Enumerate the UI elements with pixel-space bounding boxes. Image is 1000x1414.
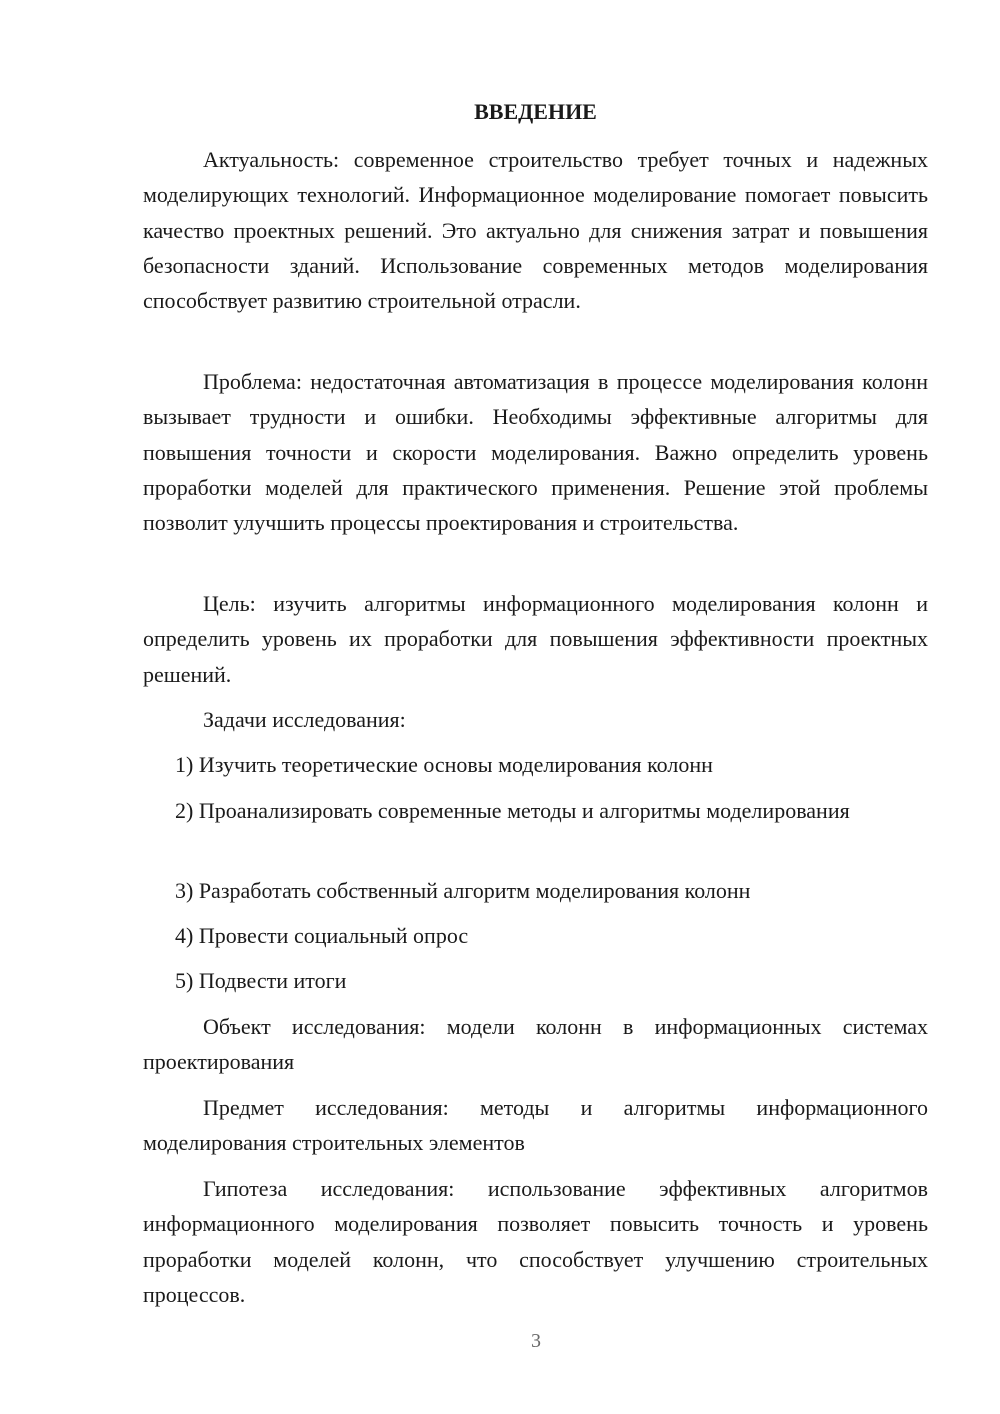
paragraph-subject: Предмет исследования: методы и алгоритмы информационного моделирования строительных элементов: [143, 1095, 928, 1156]
task-item-2: 2) Проанализировать современные методы и алгоритмы моделирования: [175, 798, 850, 823]
tasks-heading: Задачи исследования:: [203, 707, 406, 732]
paragraph-relevance: Актуальность: современное строительство требует точных и надежных моделирующих технологий. Информационное моделирование помогает повысить качество проектных решений. Это актуально для снижения затрат и повышения безопасности зданий. Использование современных методов моделирования способствует развитию строительной отрасли.: [143, 147, 928, 314]
task-item-3: 3) Разработать собственный алгоритм моделирования колонн: [175, 878, 751, 903]
task-item-1: 1) Изучить теоретические основы моделирования колонн: [175, 752, 713, 777]
page-number: 3: [531, 1330, 541, 1352]
task-item-4: 4) Провести социальный опрос: [175, 923, 469, 948]
paragraph-hypothesis: Гипотеза исследования: использование эффективных алгоритмов информационного моделирования позволяет повысить точность и уровень проработки моделей колонн, что способствует улучшению строительных процессов.: [143, 1176, 928, 1307]
page-title: ВВЕДЕНИЕ: [474, 99, 597, 124]
paragraph-goal: Цель: изучить алгоритмы информационного моделирования колонн и определить уровень их проработки для повышения эффективности проектных решений.: [143, 591, 928, 687]
paragraph-problem: Проблема: недостаточная автоматизация в процессе моделирования колонн вызывает трудности и ошибки. Необходимы эффективные алгоритмы для повышения точности и скорости моделирования. Важно определить уровень проработки моделей для практического применения. Решение этой проблемы позволит улучшить процессы проектирования и строительства.: [143, 369, 928, 536]
paragraph-object: Объект исследования: модели колонн в информационных системах проектирования: [143, 1014, 928, 1075]
task-item-5: 5) Подвести итоги: [175, 968, 347, 993]
